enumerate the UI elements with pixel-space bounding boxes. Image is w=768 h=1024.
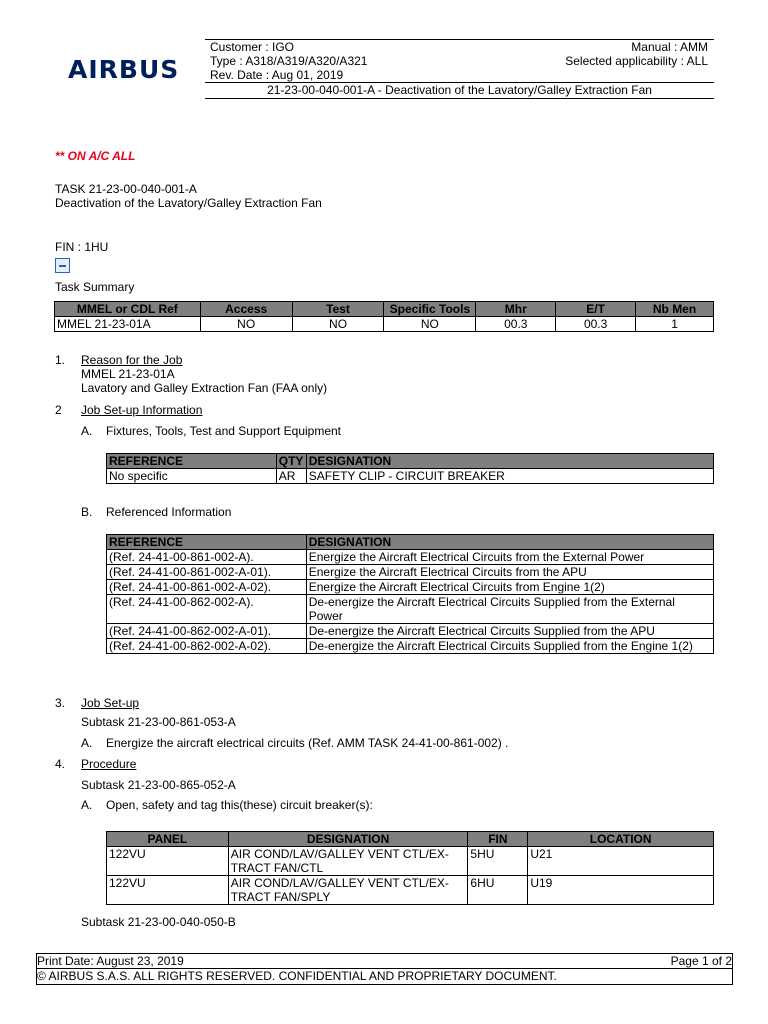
- table-row: [107, 469, 714, 484]
- column-header: REFERENCE: [107, 454, 277, 469]
- header-manual: Manual : AMM: [631, 40, 708, 54]
- table-header-row: [107, 535, 714, 550]
- copyright: © AIRBUS S.A.S. ALL RIGHTS RESERVED. CONFIDENTIAL AND PROPRIETARY DOCUMENT.: [37, 969, 557, 983]
- column-header: LOCATION: [528, 832, 714, 847]
- tools-table: [106, 453, 714, 484]
- collapse-icon[interactable]: [55, 258, 70, 273]
- table-row: [107, 876, 714, 905]
- subsection-letter: A.: [81, 424, 93, 438]
- subtask-id: Subtask 21-23-00-861-053-A: [81, 715, 236, 729]
- table-cell: 122VU: [107, 847, 229, 876]
- column-header: DESIGNATION: [306, 454, 713, 469]
- table-cell: Energize the Aircraft Electrical Circuits from the APU: [306, 565, 713, 580]
- table-cell: 5HU: [468, 847, 528, 876]
- subtask-id: Subtask 21-23-00-040-050-B: [81, 915, 236, 929]
- task-summary-table: [54, 301, 714, 332]
- column-header: Test: [292, 302, 384, 317]
- header-type: Type : A318/A319/A320/A321: [210, 54, 368, 68]
- column-header: E/T: [556, 302, 636, 317]
- table-cell: De-energize the Aircraft Electrical Circuits Supplied from the Engine 1(2): [306, 639, 713, 654]
- table-cell: Energize the Aircraft Electrical Circuits from the External Power: [306, 550, 713, 565]
- fin-label: FIN : 1HU: [55, 240, 109, 254]
- column-header: Mhr: [476, 302, 556, 317]
- airbus-logo: AIRBUS: [68, 55, 180, 84]
- task-title: Deactivation of the Lavatory/Galley Extraction Fan: [55, 196, 322, 210]
- table-cell: 1: [636, 317, 714, 332]
- column-header: Access: [200, 302, 292, 317]
- column-header: FIN: [468, 832, 528, 847]
- footer-right-border: [732, 953, 733, 984]
- table-cell: 6HU: [468, 876, 528, 905]
- table-row: [107, 595, 714, 624]
- column-header: DESIGNATION: [228, 832, 468, 847]
- table-cell: (Ref. 24-41-00-861-002-A-01).: [107, 565, 307, 580]
- table-row: [107, 565, 714, 580]
- table-row: [107, 624, 714, 639]
- footer-bottom-rule: [36, 984, 733, 985]
- header-bottom-rule: [205, 98, 714, 99]
- table-cell: (Ref. 24-41-00-862-002-A).: [107, 595, 307, 624]
- table-cell: NO: [200, 317, 292, 332]
- table-cell: U21: [528, 847, 714, 876]
- table-header-row: [107, 454, 714, 469]
- section-number: 4.: [55, 757, 66, 771]
- column-header: MMEL or CDL Ref: [55, 302, 201, 317]
- table-cell: (Ref. 24-41-00-862-002-A-02).: [107, 639, 307, 654]
- section-title-procedure: Procedure: [81, 757, 137, 771]
- column-header: DESIGNATION: [306, 535, 713, 550]
- table-cell: MMEL 21-23-01A: [55, 317, 201, 332]
- table-cell: 00.3: [476, 317, 556, 332]
- column-header: REFERENCE: [107, 535, 307, 550]
- circuit-breaker-table: [106, 831, 714, 905]
- column-header: Specific Tools: [384, 302, 476, 317]
- table-cell: U19: [528, 876, 714, 905]
- table-row: [107, 639, 714, 654]
- header-applicability: Selected applicability : ALL: [565, 54, 708, 68]
- step-letter: A.: [81, 736, 93, 750]
- step-energize: Energize the aircraft electrical circuits (Ref. AMM TASK 24-41-00-861-002) .: [106, 736, 509, 750]
- header-customer: Customer : IGO: [210, 40, 295, 54]
- step-letter: A.: [81, 798, 93, 812]
- referenced-info-table: [106, 534, 714, 654]
- page-number: Page 1 of 2: [670, 954, 732, 968]
- table-cell: (Ref. 24-41-00-862-002-A-01).: [107, 624, 307, 639]
- table-header-row: [55, 302, 714, 317]
- table-row: [107, 580, 714, 595]
- header-rev-date: Rev. Date : Aug 01, 2019: [210, 68, 344, 82]
- header-doc-title: 21-23-00-040-001-A - Deactivation of the Lavatory/Galley Extraction Fan: [267, 83, 652, 97]
- table-cell: (Ref. 24-41-00-861-002-A).: [107, 550, 307, 565]
- section-title-setup-info: Job Set-up Information: [81, 403, 203, 417]
- section-number: 1.: [55, 353, 66, 367]
- task-id: TASK 21-23-00-040-001-A: [55, 182, 197, 196]
- table-row: [107, 847, 714, 876]
- subsection-letter: B.: [81, 505, 93, 519]
- column-header: QTY: [276, 454, 306, 469]
- table-cell: De-energize the Aircraft Electrical Circuits Supplied from the APU: [306, 624, 713, 639]
- table-cell: SAFETY CLIP - CIRCUIT BREAKER: [306, 469, 713, 484]
- section-number: 2: [55, 403, 62, 417]
- print-date: Print Date: August 23, 2019: [37, 954, 184, 968]
- reason-line: Lavatory and Galley Extraction Fan (FAA only): [81, 381, 328, 395]
- footer-left-border: [36, 953, 37, 984]
- table-cell: NO: [384, 317, 476, 332]
- table-row: [107, 550, 714, 565]
- section-title-reason: Reason for the Job: [81, 353, 183, 367]
- table-cell: Energize the Aircraft Electrical Circuits from Engine 1(2): [306, 580, 713, 595]
- subsection-title-referenced: Referenced Information: [106, 505, 232, 519]
- task-summary-label: Task Summary: [55, 280, 135, 294]
- reason-line: MMEL 21-23-01A: [81, 367, 175, 381]
- table-cell: AIR COND/LAV/GALLEY VENT CTL/EX-TRACT FAN/CTL: [228, 847, 468, 876]
- table-cell: 122VU: [107, 876, 229, 905]
- table-cell: 00.3: [556, 317, 636, 332]
- effectivity-note: ** ON A/C ALL: [55, 149, 136, 163]
- section-number: 3.: [55, 696, 66, 710]
- step-open-cb: Open, safety and tag this(these) circuit breaker(s):: [106, 798, 373, 812]
- table-cell: (Ref. 24-41-00-861-002-A-02).: [107, 580, 307, 595]
- table-cell: AIR COND/LAV/GALLEY VENT CTL/EX-TRACT FAN/SPLY: [228, 876, 468, 905]
- table-header-row: [107, 832, 714, 847]
- column-header: Nb Men: [636, 302, 714, 317]
- subtask-id: Subtask 21-23-00-865-052-A: [81, 778, 236, 792]
- table-cell: De-energize the Aircraft Electrical Circuits Supplied from the External Power: [306, 595, 713, 624]
- subsection-title-fixtures: Fixtures, Tools, Test and Support Equipment: [106, 424, 342, 438]
- section-title-job-setup: Job Set-up: [81, 696, 140, 710]
- table-cell: NO: [292, 317, 384, 332]
- table-row: [55, 317, 714, 332]
- table-cell: No specific: [107, 469, 277, 484]
- column-header: PANEL: [107, 832, 229, 847]
- table-cell: AR: [276, 469, 306, 484]
